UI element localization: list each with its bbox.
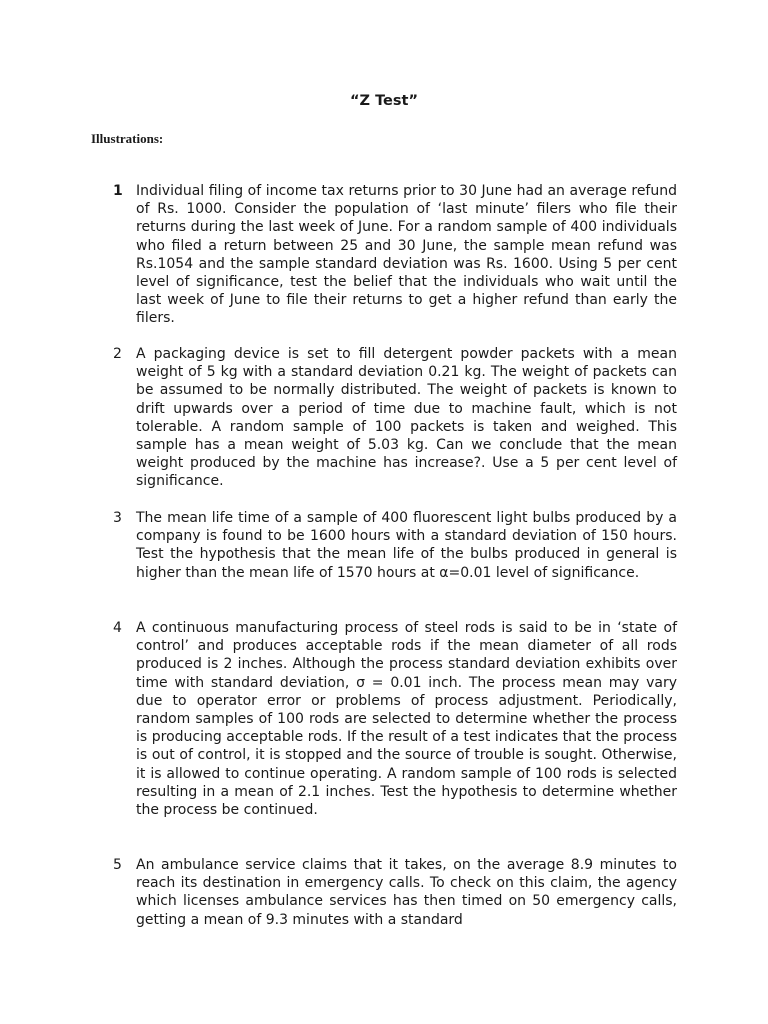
item-text: An ambulance service claims that it takes, on the average 8.9 minutes to reach its destination in emergency calls. To check on this claim, the agency which licenses ambulance services has then timed on 50 emergency calls, getting a mean of 9.3 minutes with a standard [136,857,677,928]
item-number: 2 [113,346,122,362]
item-number: 5 [113,857,122,873]
item-text: A packaging device is set to fill detergent powder packets with a mean weight of 5 kg with a standard deviation 0.21 kg. The weight of packets can be assumed to be normally distributed. The weight of packets is known to drift upwards over a period of time due to machine fault, which is not tolerable. A random sample of 100 packets is taken and weighed. This sample has a mean weight of 5.03 kg. Can we conclude that the mean weight produced by the machine has increase?. Use a 5 per cent level of significance. [136,346,677,490]
item-text: The mean life time of a sample of 400 fluorescent light bulbs produced by a company is found to be 1600 hours with a standard deviation of 150 hours. Test the hypothesis that the mean life of the bulbs produced in general is higher than the mean life of 1570 hours at α=0.01 level of significance. [136,510,677,581]
document-title: “Z Test” [350,93,418,109]
item-text: A continuous manufacturing process of steel rods is said to be in ‘state of control’ and produces acceptable rods if the mean diameter of all rods produced is 2 inches. Although the process standard deviation exhibits over time with standard deviation, σ = 0.01 inch. The process mean may vary due to operator error or problems of process adjustment. Periodically, random samples of 100 rods are selected to determine whether the process is producing acceptable rods. If the result of a test indicates that the process is out of control, it is stopped and the source of trouble is sought. Otherwise, it is allowed to continue operating. A random sample of 100 rods is selected resulting in a mean of 2.1 inches. Test the hypothesis to determine whether the process be continued. [136,620,677,819]
item-number: 3 [113,510,122,526]
item-text: Individual filing of income tax returns prior to 30 June had an average refund of Rs. 1000. Consider the population of ‘last minute’ filers who file their returns during the last week of June. For a random sample of 400 individuals who filed a return between 25 and 30 June, the sample mean refund was Rs.1054 and the sample standard deviation was Rs. 1600. Using 5 per cent level of significance, test the belief that the individuals who wait until the last week of June to file their returns to get a higher refund than early the filers. [136,183,677,327]
item-number: 1 [113,183,123,199]
illustrations-heading: Illustrations: [91,131,164,146]
item-number: 4 [113,620,122,636]
